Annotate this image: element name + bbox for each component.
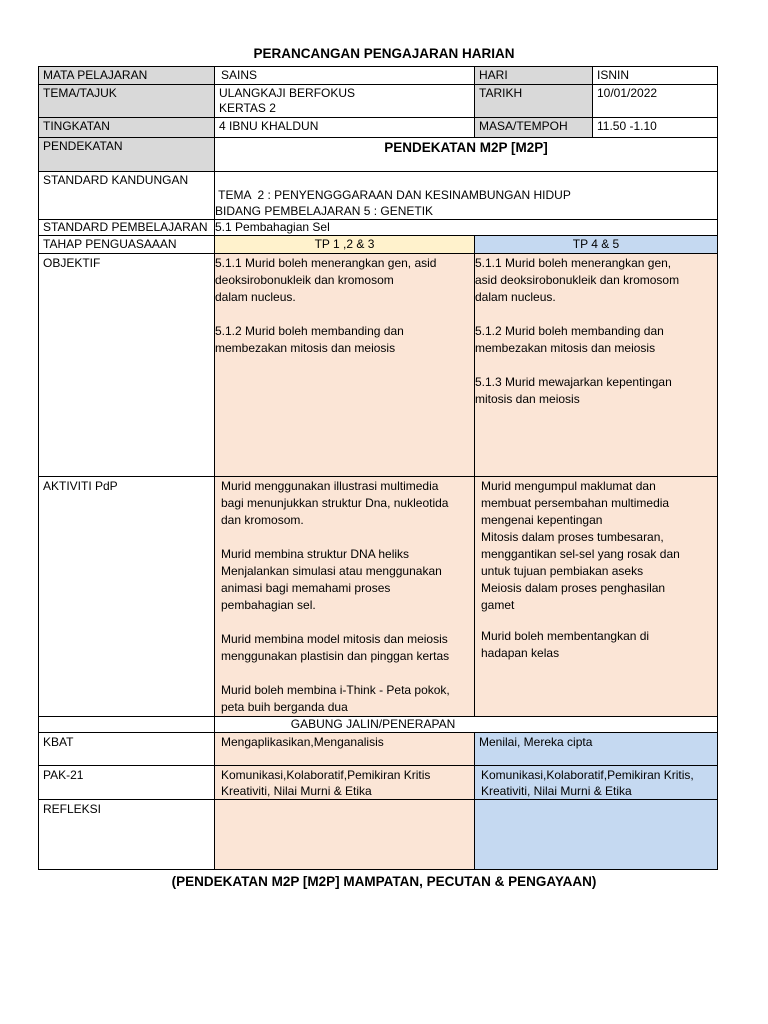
objective-tp-1-3 [215, 254, 475, 477]
document-title: PERANCANGAN PENGAJARAN HARIAN [253, 46, 515, 61]
objective-tp2-item-1: 5.1.1 Murid boleh menerangkan gen, asid deoksirobonukleik dan kromosom dalam nucleus. [475, 256, 680, 304]
theme-value [215, 85, 475, 118]
level-value: 4 IBNU KHALDUN [215, 118, 475, 138]
merge-empty-cell [39, 717, 215, 733]
activity-tp1-item-2: Murid membina struktur DNA heliks Menjalankan simulasi atau menggunakan animasi bagi memahami proses pembahagian sel. [221, 547, 442, 612]
document-footer: (PENDEKATAN M2P [M2P] MAMPATAN, PECUTAN & PENGAYAAN) [171, 874, 597, 889]
activity-tp1-item-1: Murid menggunakan illustrasi multimedia bagi menunjukkan struktur Dna, nukleotida dan kromosom. [221, 479, 449, 527]
pak21-tp-1-3: Komunikasi,Kolaboratif,Pemikiran Kritis Kreativiti, Nilai Murni & Etika [215, 766, 475, 800]
day-label: HARI [475, 67, 593, 85]
activity-tp-1-3 [215, 477, 475, 717]
reflection-label: REFLEKSI [39, 800, 215, 870]
kbat-tp-1-3: Mengaplikasikan,Menganalisis [215, 733, 475, 766]
row-kbat [39, 733, 718, 766]
objective-tp2-item-2: 5.1.2 Murid boleh membanding dan membezakan mitosis dan meiosis [475, 324, 664, 355]
content-standard-label: STANDARD KANDUNGAN [39, 172, 215, 220]
row-merge [39, 717, 718, 733]
activity-tp-4-5 [475, 477, 718, 717]
row-pak21 [39, 766, 718, 800]
objective-tp1-item-2: 5.1.2 Murid boleh membanding dan membezakan mitosis dan meiosis [215, 324, 404, 355]
reflection-tp-4-5 [475, 800, 718, 870]
row-mastery-level [39, 236, 718, 254]
date-value: 10/01/2022 [593, 85, 718, 118]
pak21-label: PAK-21 [39, 766, 215, 800]
row-subject [39, 67, 718, 85]
row-learning-standard [39, 220, 718, 236]
activity-tp1-item-4: Murid boleh membina i-Think - Peta pokok, peta buih berganda dua [221, 683, 450, 714]
reflection-tp-1-3 [215, 800, 475, 870]
content-standard-value [215, 172, 718, 220]
kbat-tp-4-5: Menilai, Mereka cipta [475, 733, 718, 766]
activity-tp1-item-3: Murid membina model mitosis dan meiosis menggunakan plastisin dan pinggan kertas [221, 632, 450, 663]
row-objective [39, 254, 718, 477]
time-value: 11.50 -1.10 [593, 118, 718, 138]
objective-label: OBJEKTIF [39, 254, 215, 477]
activity-tp2-item-2: Murid boleh membentangkan di hadapan kelas [481, 629, 650, 660]
theme-value-line-1: ULANGKAJI BERFOKUS [219, 86, 356, 100]
subject-value: SAINS [215, 67, 475, 85]
mastery-label: TAHAP PENGUASAAAN [39, 236, 215, 254]
date-label: TARIKH [475, 85, 593, 118]
objective-tp1-item-1: 5.1.1 Murid boleh menerangkan gen, asid deoksirobonukleik dan kromosom dalam nucleus. [215, 256, 437, 304]
time-label: MASA/TEMPOH [475, 118, 593, 138]
kbat-label: KBAT [39, 733, 215, 766]
mastery-tp-1-3: TP 1 ,2 & 3 [215, 236, 475, 254]
theme-label: TEMA/TAJUK [39, 85, 215, 118]
approach-value: PENDEKATAN M2P [M2P] [215, 138, 718, 172]
mastery-tp-4-5: TP 4 & 5 [475, 236, 718, 254]
learning-standard-label: STANDARD PEMBELAJARAN [39, 220, 215, 236]
row-level [39, 118, 718, 138]
content-standard-line-2: BIDANG PEMBELAJARAN 5 : GENETIK [215, 204, 434, 218]
learning-standard-value: 5.1 Pembahagian Sel [215, 220, 718, 236]
content-standard-line-1: TEMA 2 : PENYENGGGARAAN DAN KESINAMBUNGAN HIDUP [215, 188, 571, 202]
objective-tp2-item-3: 5.1.3 Murid mewajarkan kepentingan mitosis dan meiosis [475, 375, 672, 406]
lesson-plan-table [38, 66, 718, 870]
objective-tp-4-5 [475, 254, 718, 477]
row-theme [39, 85, 718, 118]
activity-tp2-item-1: Murid mengumpul maklumat dan membuat persembahan multimedia mengenai kepentingan Mitosis dalam proses tumbesaran, menggantikan sel-sel yang rosak dan untuk tujuan pembiakan aseks Meiosis dalam proses penghasilan gamet [481, 479, 680, 612]
row-activity [39, 477, 718, 717]
row-approach [39, 138, 718, 172]
pak21-tp-4-5: Komunikasi,Kolaboratif,Pemikiran Kritis, Kreativiti, Nilai Murni & Etika [475, 766, 718, 800]
approach-label: PENDEKATAN [39, 138, 215, 172]
row-content-standard [39, 172, 718, 220]
subject-label: MATA PELAJARAN [39, 67, 215, 85]
theme-value-line-2: KERTAS 2 [219, 101, 276, 115]
day-value: ISNIN [593, 67, 718, 85]
merge-heading: GABUNG JALIN/PENERAPAN [215, 717, 718, 733]
activity-label: AKTIVITI PdP [39, 477, 215, 717]
level-label: TINGKATAN [39, 118, 215, 138]
row-reflection [39, 800, 718, 870]
